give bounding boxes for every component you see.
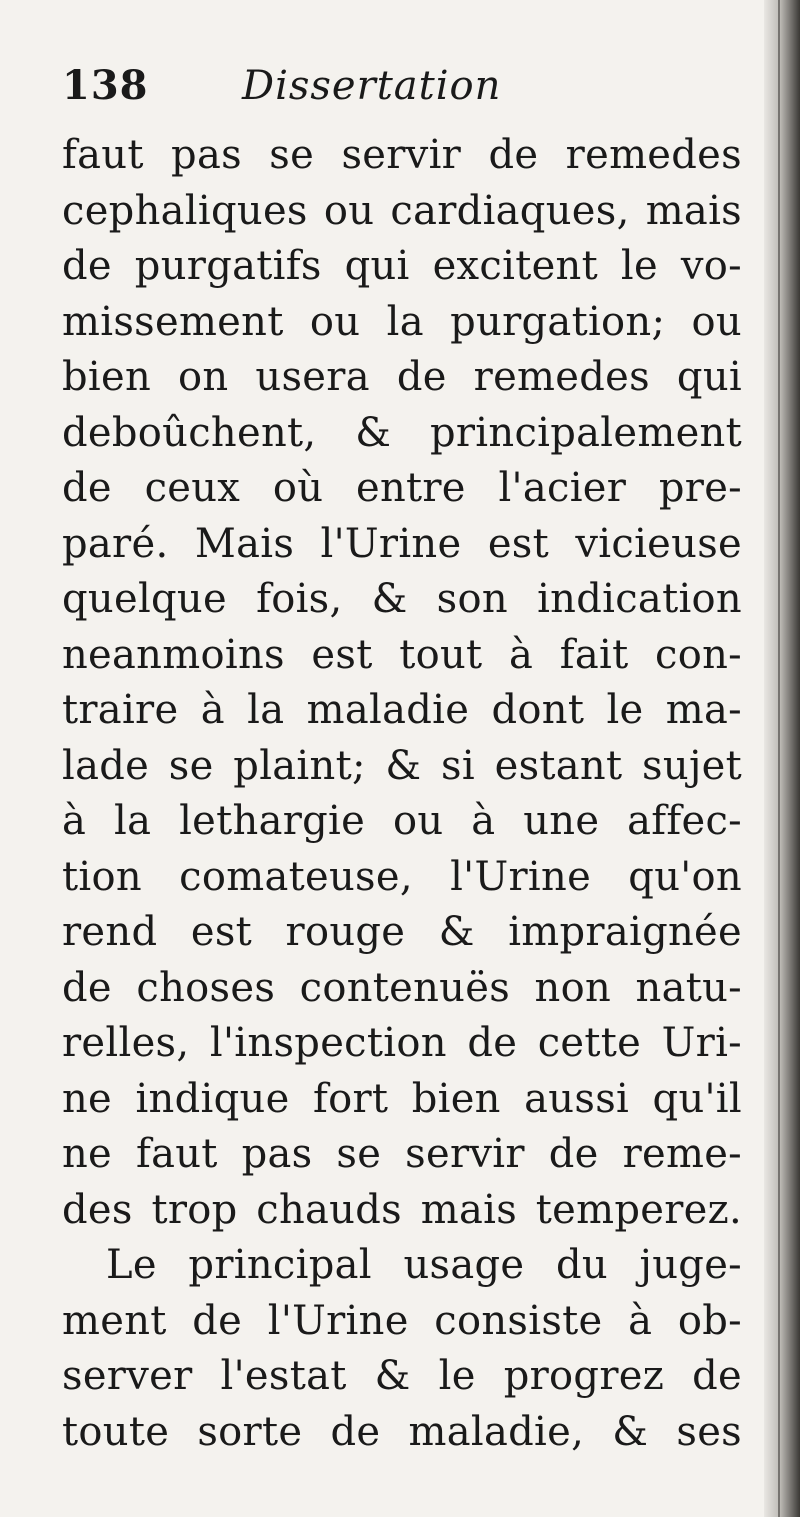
text-line: quelque fois, & son indication <box>62 576 742 622</box>
text-line: paré. Mais l'Urine est vicieuse <box>62 520 742 567</box>
text-line: lade se plaint; & si estant sujet <box>62 742 742 789</box>
page-number: 138 <box>62 62 149 109</box>
text-line: de ceux où entre l'acier pre- <box>62 465 742 511</box>
text-line: traire à la maladie dont le ma- <box>62 687 742 733</box>
text-line: faut pas se servir de remedes <box>62 132 742 178</box>
text-line: à la lethargie ou à une affec- <box>62 798 742 844</box>
text-line: toute sorte de maladie, & ses <box>62 1408 742 1455</box>
running-title: Dissertation <box>242 63 502 109</box>
text-line: de choses contenuës non natu- <box>62 964 742 1011</box>
text-line: des trop chauds mais temperez. <box>62 1186 742 1233</box>
text-line: cephaliques ou cardiaques, mais <box>62 187 742 234</box>
text-line: bien on usera de remedes qui <box>62 354 742 400</box>
text-line: relles, l'inspection de cette Uri- <box>62 1020 742 1066</box>
page-header <box>62 62 742 122</box>
paragraph-first-line: Le principal usage du juge- <box>106 1242 742 1288</box>
text-line: ment de l'Urine consiste à ob- <box>62 1297 742 1344</box>
page-text-block <box>62 62 742 1460</box>
text-line: neanmoins est tout à fait con- <box>62 631 742 678</box>
text-line: ne indique fort bien aussi qu'il <box>62 1075 742 1122</box>
text-line: server l'estat & le progrez de <box>62 1353 742 1399</box>
binding-shadow-line <box>778 0 780 1517</box>
text-line: de purgatifs qui excitent le vo- <box>62 243 742 289</box>
text-line: ne faut pas se servir de reme- <box>62 1131 742 1177</box>
text-line: missement ou la purgation; ou <box>62 298 742 345</box>
text-line: deboûchent, & principalement <box>62 409 742 456</box>
text-line: tion comateuse, l'Urine qu'on <box>62 853 742 900</box>
binding-edge <box>764 0 800 1517</box>
text-line: rend est rouge & impraignée <box>62 909 742 955</box>
